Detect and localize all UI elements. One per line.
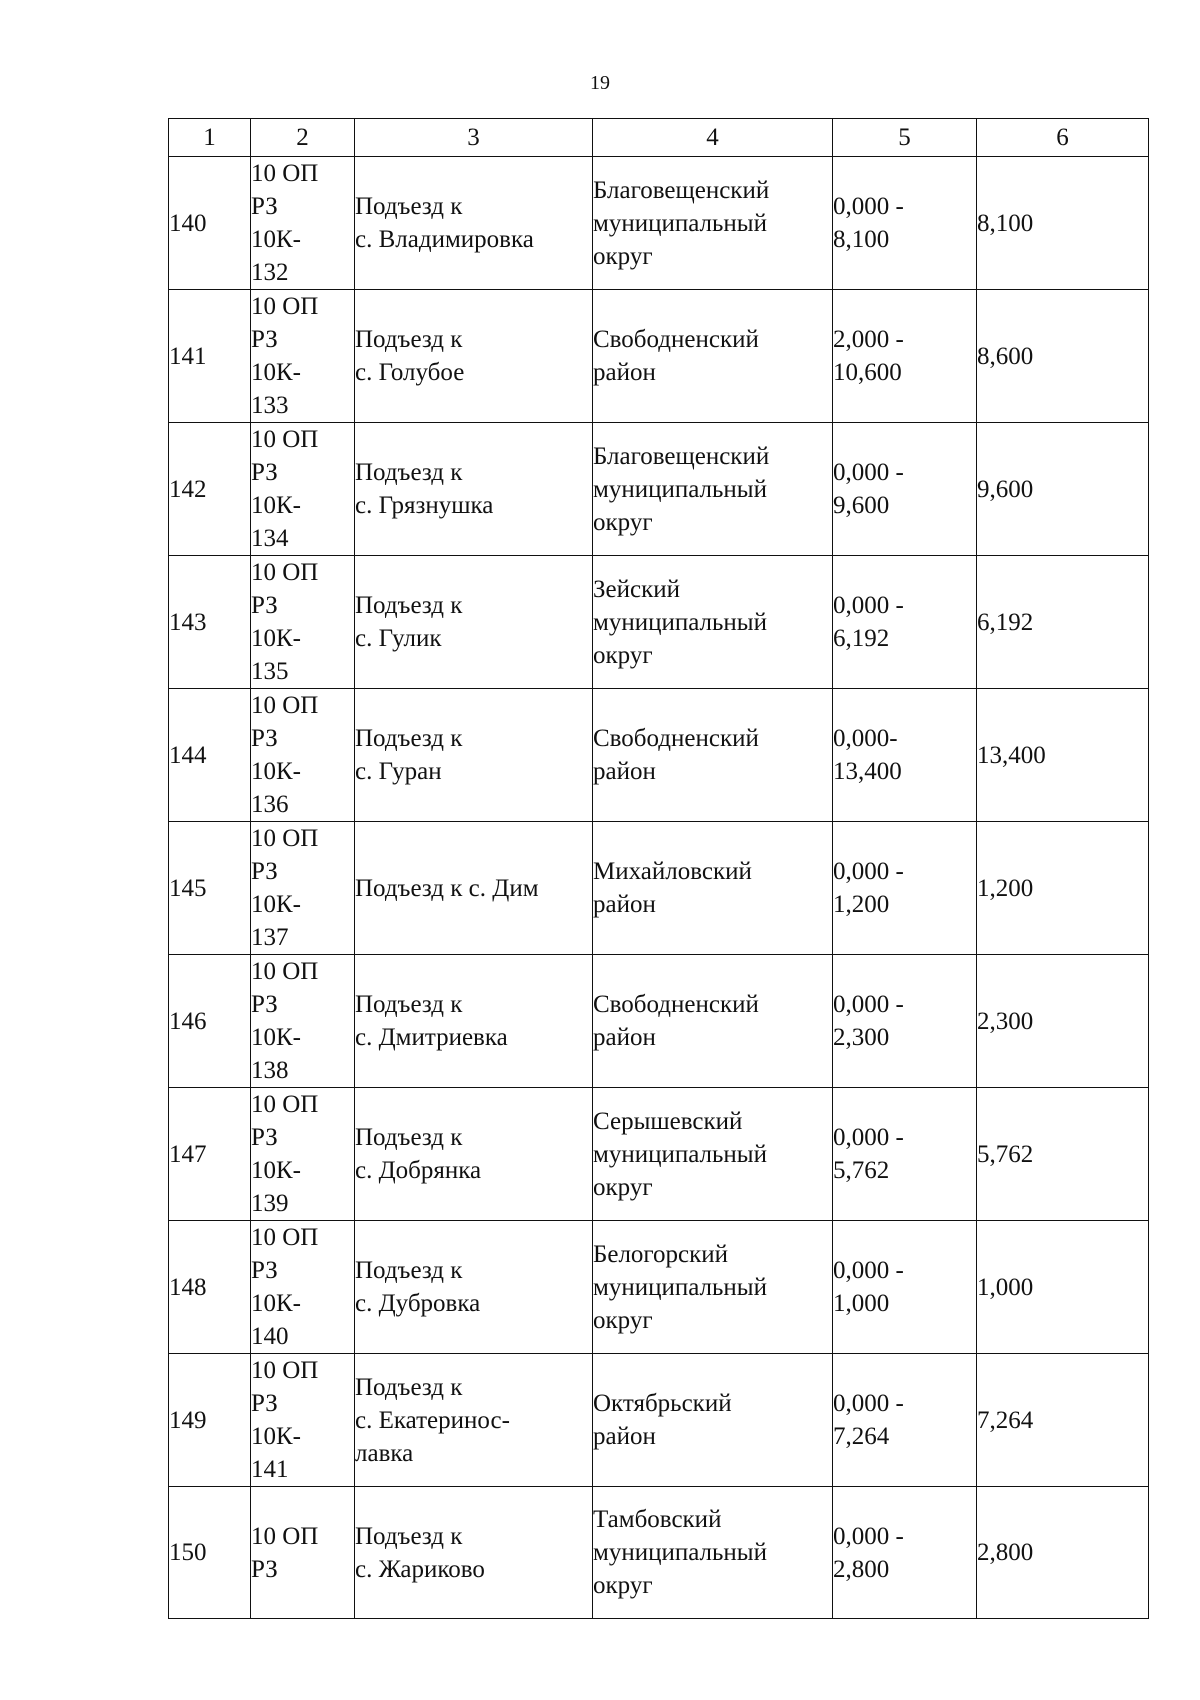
road-name-line: Подъезд к (355, 1257, 463, 1284)
district-line: округ (593, 242, 653, 270)
district-line: округ (593, 1572, 653, 1599)
district (593, 1487, 833, 1619)
row-number: 143 (169, 556, 251, 689)
district-line: район (593, 1024, 656, 1051)
column-header: 1 (169, 119, 251, 157)
road-code (251, 1221, 355, 1354)
column-header: 2 (251, 119, 355, 157)
road-name-line: Подъезд к (355, 592, 463, 619)
km-range-line: 13,400 (833, 758, 902, 785)
table-row (169, 423, 1149, 556)
table-row (169, 822, 1149, 955)
district-line: район (593, 359, 656, 386)
road-code-line: 10К- (251, 1290, 301, 1317)
road-code-line: РЗ (251, 725, 278, 752)
length: 8,100 (977, 157, 1149, 290)
km-range (833, 1221, 977, 1354)
km-range (833, 1354, 977, 1487)
roads-table (168, 118, 1149, 1619)
district (593, 1354, 833, 1487)
table-row (169, 1221, 1149, 1354)
length: 9,600 (977, 423, 1149, 556)
road-code-line: 132 (251, 259, 289, 286)
road-name-line: с. Гуран (355, 758, 442, 785)
district (593, 290, 833, 423)
column-header: 5 (833, 119, 977, 157)
road-code (251, 1487, 355, 1619)
road-code-line: 135 (251, 658, 289, 685)
road-name-line: Подъезд к (355, 1373, 463, 1401)
district-line: Тамбовский (593, 1506, 722, 1533)
road-code-line: 10 ОП (251, 1091, 319, 1118)
district-line: муниципальный (593, 1273, 767, 1301)
district-line: округ (593, 1173, 653, 1201)
road-code-line: 10 ОП (251, 293, 319, 320)
road-code-line: 10К- (251, 758, 301, 785)
district-line: Свободненский (593, 991, 759, 1018)
row-number: 144 (169, 689, 251, 822)
road-name (355, 1088, 593, 1221)
road-code (251, 955, 355, 1088)
district-line: округ (593, 1306, 653, 1334)
length: 2,300 (977, 955, 1149, 1088)
road-code-line: 140 (251, 1323, 289, 1350)
district-line: район (593, 1423, 656, 1450)
road-code-line: 10 ОП (251, 1357, 319, 1384)
district-line: округ (593, 641, 653, 669)
road-code-line: 10 ОП (251, 160, 319, 187)
km-range-line: 6,192 (833, 625, 890, 652)
road-name (355, 822, 593, 955)
district (593, 955, 833, 1088)
road-code-line: 136 (251, 791, 289, 818)
length: 8,600 (977, 290, 1149, 423)
road-code-line: 10 ОП (251, 559, 319, 586)
district (593, 822, 833, 955)
km-range-line: 0,000 - (833, 193, 904, 220)
road-code-line: 141 (251, 1456, 289, 1483)
road-name-line: Подъезд к (355, 459, 463, 486)
road-code-line: 10К- (251, 359, 301, 386)
district-line: Благовещенский (593, 442, 770, 470)
table-row (169, 1088, 1149, 1221)
km-range-line: 0,000 - (833, 991, 904, 1018)
district (593, 157, 833, 290)
road-code-line: 10К- (251, 625, 301, 652)
road-code-line: 10К- (251, 1024, 301, 1051)
km-range-line: 2,300 (833, 1024, 890, 1051)
road-code-line: 133 (251, 392, 289, 419)
length: 13,400 (977, 689, 1149, 822)
road-name (355, 1487, 593, 1619)
column-header: 4 (593, 119, 833, 157)
road-code (251, 822, 355, 955)
road-name-line: Подъезд к (355, 193, 463, 220)
road-code-line: РЗ (251, 991, 278, 1018)
road-name-line: с. Добрянка (355, 1157, 482, 1184)
km-range-line: 0,000 - (833, 1390, 904, 1417)
km-range-line: 9,600 (833, 492, 890, 519)
road-name (355, 955, 593, 1088)
district-line: Благовещенский (593, 176, 770, 204)
table-row (169, 1354, 1149, 1487)
km-range-line: 1,000 (833, 1290, 890, 1317)
km-range-line: 5,762 (833, 1157, 890, 1184)
road-code-line: 10 ОП (251, 692, 319, 719)
road-code-line: 10К- (251, 1423, 301, 1450)
road-code-line: РЗ (251, 1555, 278, 1583)
district-line: район (593, 758, 656, 785)
row-number: 146 (169, 955, 251, 1088)
road-code (251, 556, 355, 689)
km-range (833, 1088, 977, 1221)
km-range (833, 955, 977, 1088)
road-code (251, 1088, 355, 1221)
road-code-line: РЗ (251, 1124, 278, 1151)
road-name (355, 689, 593, 822)
road-name-line: Подъезд к (355, 1522, 463, 1550)
km-range (833, 556, 977, 689)
road-name (355, 1221, 593, 1354)
road-name (355, 556, 593, 689)
km-range-line: 0,000 - (833, 1522, 904, 1550)
district-line: Белогорский (593, 1240, 729, 1268)
road-code (251, 157, 355, 290)
road-name-line: Подъезд к (355, 991, 463, 1018)
road-code-line: 10К- (251, 1157, 301, 1184)
row-number: 141 (169, 290, 251, 423)
road-name-line: с. Гулик (355, 625, 442, 652)
road-name-line: с. Грязнушка (355, 492, 494, 519)
road-code-line: 10К- (251, 891, 301, 918)
road-code-line: 10 ОП (251, 958, 319, 985)
row-number: 148 (169, 1221, 251, 1354)
row-number: 150 (169, 1487, 251, 1619)
table-row (169, 1487, 1149, 1619)
km-range (833, 290, 977, 423)
km-range-line: 0,000 - (833, 1124, 904, 1151)
road-code-line: РЗ (251, 459, 278, 486)
page-number: 19 (590, 72, 610, 94)
road-code-line: 10 ОП (251, 1224, 319, 1251)
road-code-line: 139 (251, 1190, 289, 1217)
road-name-line: с. Голубое (355, 359, 465, 386)
km-range-line: 7,264 (833, 1423, 890, 1450)
road-name-line: с. Екатеринос- (355, 1406, 510, 1434)
km-range-line: 0,000 - (833, 592, 904, 619)
road-name-line: с. Дубровка (355, 1290, 481, 1317)
road-code-line: 10К- (251, 226, 301, 253)
row-number: 149 (169, 1354, 251, 1487)
road-code-line: 10 ОП (251, 825, 319, 852)
km-range (833, 1487, 977, 1619)
km-range-line: 0,000 - (833, 1257, 904, 1284)
table-row (169, 290, 1149, 423)
road-name (355, 157, 593, 290)
road-code-line: РЗ (251, 592, 278, 619)
road-name (355, 290, 593, 423)
district-line: Свободненский (593, 326, 759, 353)
district-line: муниципальный (593, 1140, 767, 1168)
km-range-line: 1,200 (833, 891, 890, 918)
table-row (169, 955, 1149, 1088)
district (593, 423, 833, 556)
road-name-line: лавка (355, 1439, 414, 1467)
road-code (251, 423, 355, 556)
column-header: 3 (355, 119, 593, 157)
row-number: 140 (169, 157, 251, 290)
road-name-line: Подъезд к (355, 1124, 463, 1151)
road-name-line: с. Жариково (355, 1555, 485, 1583)
road-code-line: 137 (251, 924, 289, 951)
road-code-line: 10 ОП (251, 426, 319, 453)
road-code-line: РЗ (251, 193, 278, 220)
road-code (251, 1354, 355, 1487)
km-range (833, 423, 977, 556)
row-number: 142 (169, 423, 251, 556)
district (593, 689, 833, 822)
km-range (833, 157, 977, 290)
table-row (169, 689, 1149, 822)
road-name (355, 423, 593, 556)
km-range-line: 0,000 - (833, 459, 904, 486)
district-line: округ (593, 508, 653, 536)
road-code-line: 138 (251, 1057, 289, 1084)
row-number: 145 (169, 822, 251, 955)
road-code-line: 10К- (251, 492, 301, 519)
km-range (833, 822, 977, 955)
district-line: Октябрьский (593, 1390, 732, 1417)
km-range-line: 0,000 - (833, 858, 904, 885)
table-row (169, 556, 1149, 689)
length: 5,762 (977, 1088, 1149, 1221)
road-code-line: РЗ (251, 1390, 278, 1417)
km-range-line: 2,800 (833, 1555, 890, 1583)
road-name-line: с. Владимировка (355, 226, 534, 253)
road-name (355, 1354, 593, 1487)
km-range-line: 2,000 - (833, 326, 904, 353)
length: 6,192 (977, 556, 1149, 689)
km-range-line: 8,100 (833, 226, 890, 253)
district-line: Серышевский (593, 1107, 743, 1135)
road-name-line: Подъезд к (355, 326, 463, 353)
road-code-line: РЗ (251, 326, 278, 353)
length: 2,800 (977, 1487, 1149, 1619)
district-line: район (593, 891, 656, 918)
road-name-line: с. Дмитриевка (355, 1024, 508, 1051)
road-code-line: 134 (251, 525, 289, 552)
road-name-line: Подъезд к с. Дим (355, 874, 539, 902)
road-name-line: Подъезд к (355, 725, 463, 752)
district-line: муниципальный (593, 209, 767, 237)
length: 1,000 (977, 1221, 1149, 1354)
length: 7,264 (977, 1354, 1149, 1487)
district (593, 556, 833, 689)
district-line: муниципальный (593, 475, 767, 503)
km-range-line: 0,000- (833, 725, 898, 752)
road-code (251, 689, 355, 822)
district-line: Зейский (593, 575, 680, 603)
district-line: муниципальный (593, 608, 767, 636)
header-row (169, 119, 1149, 157)
road-code (251, 290, 355, 423)
km-range (833, 689, 977, 822)
table-row (169, 157, 1149, 290)
district (593, 1221, 833, 1354)
district-line: Михайловский (593, 858, 752, 885)
district-line: муниципальный (593, 1539, 767, 1566)
road-code-line: РЗ (251, 1257, 278, 1284)
column-header: 6 (977, 119, 1149, 157)
district (593, 1088, 833, 1221)
km-range-line: 10,600 (833, 359, 902, 386)
district-line: Свободненский (593, 725, 759, 752)
road-code-line: 10 ОП (251, 1522, 319, 1550)
row-number: 147 (169, 1088, 251, 1221)
length: 1,200 (977, 822, 1149, 955)
road-code-line: РЗ (251, 858, 278, 885)
